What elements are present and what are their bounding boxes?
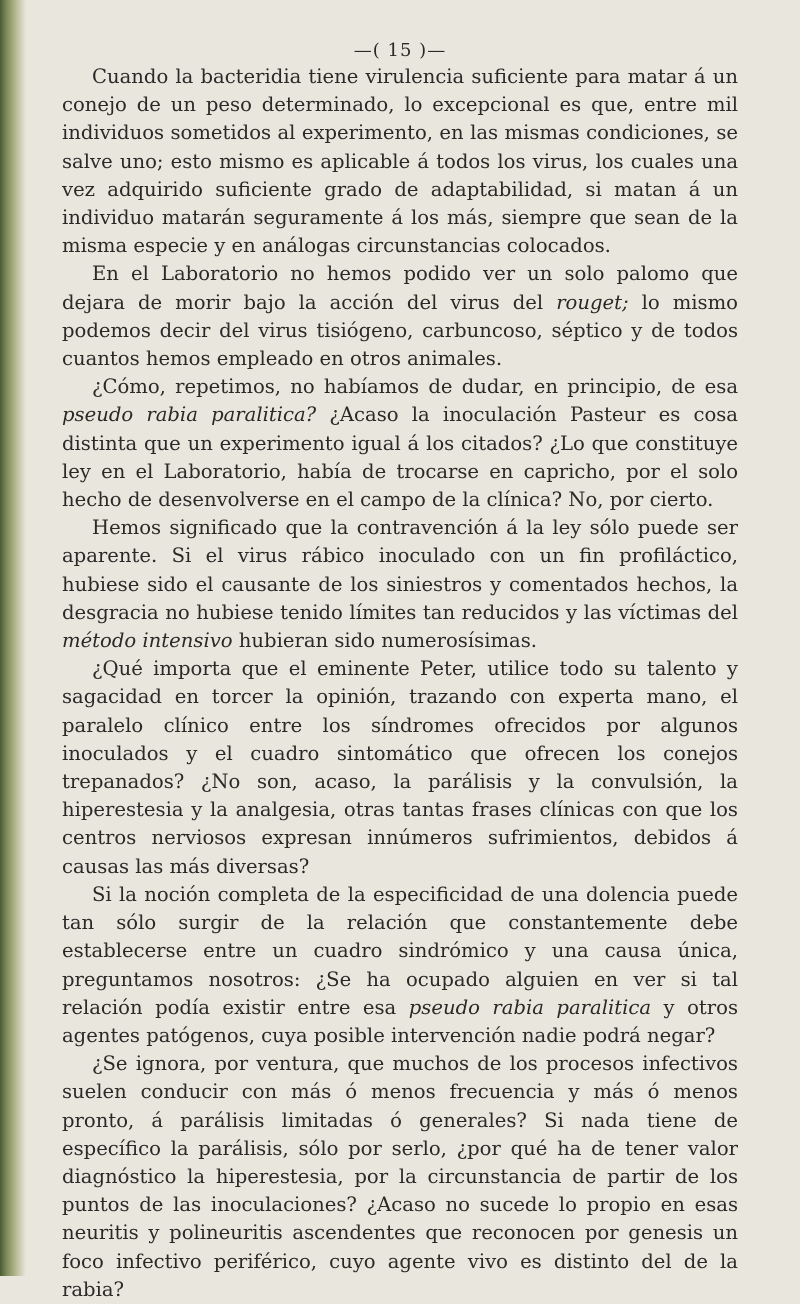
paragraph-text: Si la noción completa de la especificidad de una dolencia puede tan sólo surgir de la relación que constantemente debe establecerse entre un cuadro sindrómico y una causa única, preguntamos nosotros: ¿Se ha ocupado alguien en ver si tal relación podía existir entre esa [62,882,738,1019]
paragraph-text: ¿Acaso la inoculación Pasteur es cosa distinta que un experimento igual á los citados? ¿Lo que constituye ley en el Laboratorio, había de trocarse en capricho, por el solo hecho de desenvolverse en el campo de la clínica? No, por cierto. [62,403,738,512]
book-spine-shadow [0,0,26,1276]
paragraph-6 [62,881,738,1050]
paragraph-text: ¿Cómo, repetimos, no habíamos de dudar, en principio, de esa [92,375,738,399]
paragraph-text: Cuando la bacteridia tiene virulencia suficiente para matar á un conejo de un peso determinado, lo excepcional es que, entre mil individuos sometidos al experimento, en las mismas condiciones, se salve uno; esto mismo es aplicable á todos los virus, los cuales una vez adquirido suficiente grado de adaptabilidad, si matan á un individuo matarán seguramente á los más, siempre que sean de la misma especie y en análogas circunstancias colocados. [62,65,738,258]
paragraph-1 [62,63,738,260]
page-number: —( 15 )— [353,40,447,61]
paragraph-text: En el Laboratorio no hemos podido ver un solo palomo que dejara de morir bajo la acción del virus del [62,262,738,314]
paragraph-text: ¿Qué importa que el eminente Peter, utilice todo su talento y sagacidad en torcer la opinión, trazando con experta mano, el paralelo clínico entre los síndromes ofrecidos por algunos inoculados y el cuadro sintomático que ofrecen los conejos trepanados? ¿No son, acaso, la parálisis y la convulsión, la hiperestesia y la analgesia, otras tantas frases clínicas con que los centros nerviosos expresan innúmeros sufrimientos, debidos á causas las más diversas? [62,657,738,878]
paragraph-text: Hemos significado que la contravención á la ley sólo puede ser aparente. Si el virus rábico inoculado con un fin profiláctico, hubiese sido el causante de los siniestros y comentados hechos, la desgracia no hubiese tenido límites tan reducidos y las víctimas del [62,516,738,624]
paragraph-3 [62,373,738,514]
book-page [62,40,738,1304]
italic-term-metodo-intensivo: método intensivo [62,629,233,653]
paragraph-text: lo mismo podemos decir del virus tisiógeno, carbuncoso, séptico y de todos cuantos hemos empleado en otros animales. [62,290,738,371]
italic-term-pseudo-rabia: pseudo rabia paralitica [408,995,652,1019]
paragraph-text: hubieran sido numerosísimas. [232,629,537,653]
paragraph-5 [62,655,738,881]
paragraph-2 [62,260,738,373]
paragraph-text: y otros agentes patógenos, cuya posible intervención nadie podrá negar? [62,995,738,1047]
italic-term-pseudo-rabia: pseudo rabia paralitica? [62,403,317,427]
paragraph-7 [62,1050,738,1304]
italic-term-rouget: rouget; [556,290,629,314]
paragraph-4 [62,514,738,655]
paragraph-text: ¿Se ignora, por ventura, que muchos de los procesos infectivos suelen conducir con más ó menos frecuencia y más ó menos pronto, á parálisis limitadas ó generales? Si nada tiene de específico la parálisis, sólo por serlo, ¿por qué ha de tener valor diagnóstico la hiperestesia, por la circunstancia de partir de los puntos de las inoculaciones? ¿Acaso no sucede lo propio en esas neuritis y polineuritis ascendentes que reconocen por genesis un foco infectivo periférico, cuyo agente vivo es distinto del de la rabia? [62,1052,738,1301]
